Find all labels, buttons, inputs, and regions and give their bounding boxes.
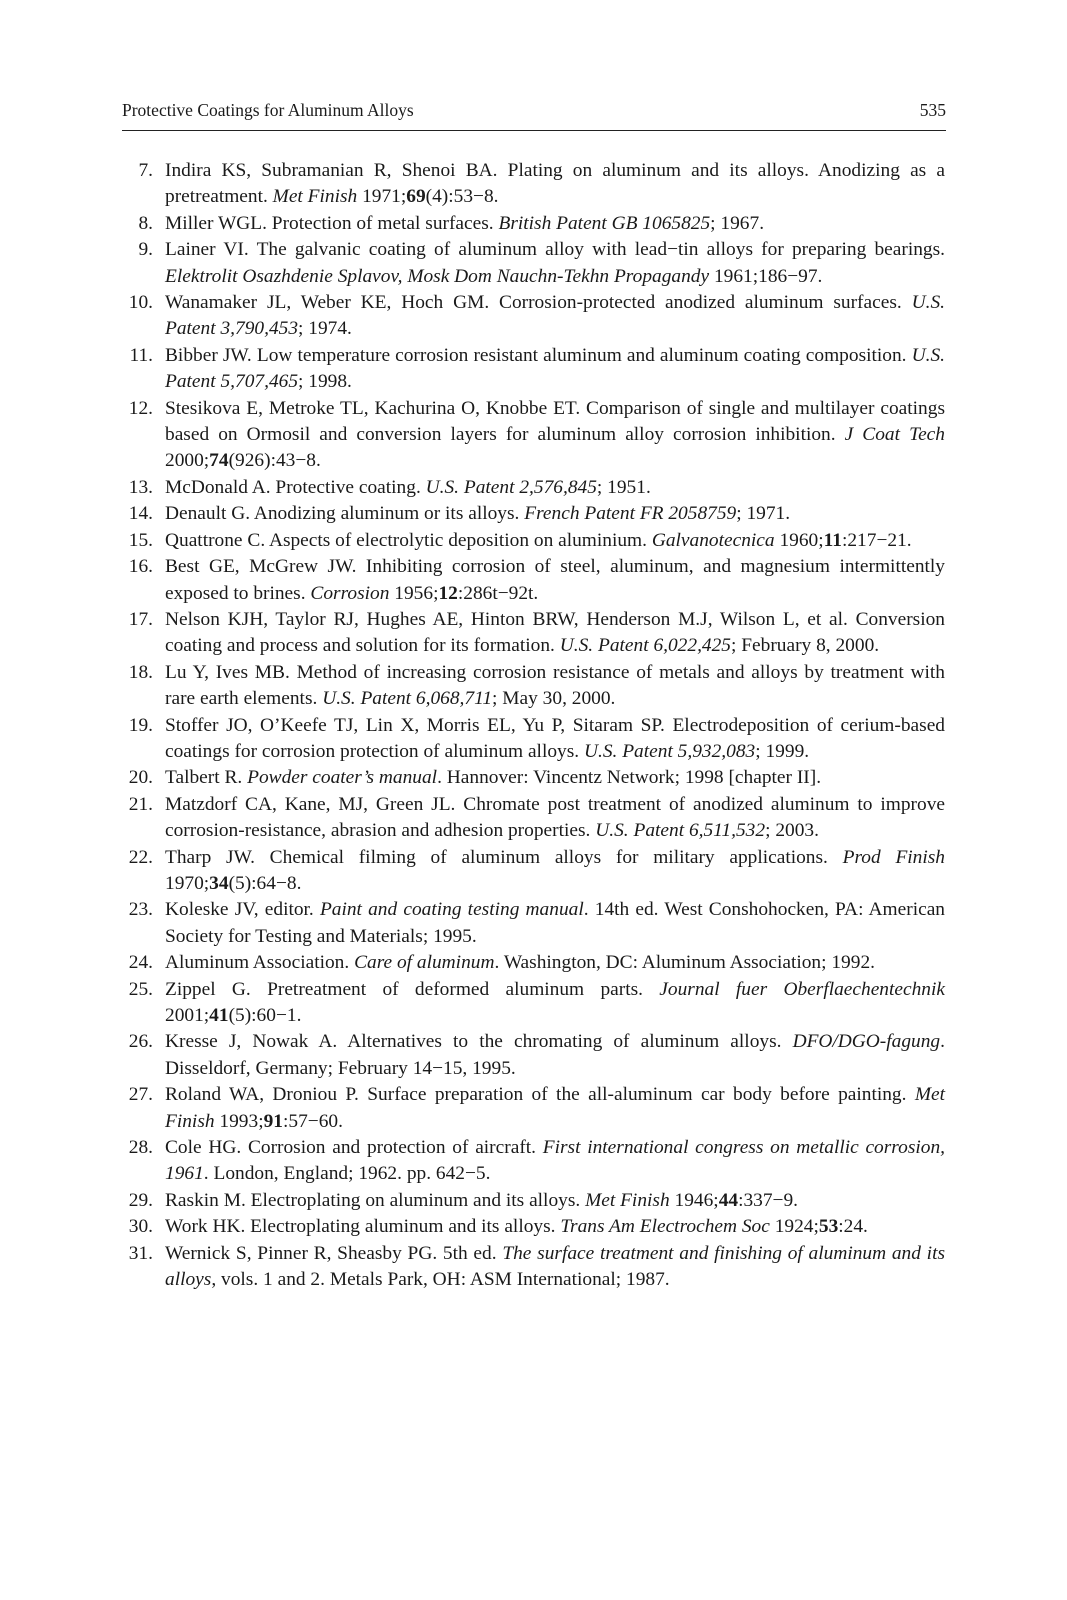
reference-italic-segment: J Coat Tech <box>844 424 945 446</box>
reference-segment: Kresse J, Nowak A. Alternatives to the chromating of aluminum alloys. <box>165 1031 793 1053</box>
reference-segment: Denault G. Anodizing aluminum or its alloys. <box>165 503 525 525</box>
reference-text <box>165 237 945 290</box>
reference-italic-segment: U.S. Patent 5,932,083 <box>583 740 756 762</box>
reference-segment: . Disseldorf, Germany; February 14−15, 1995. <box>165 1031 945 1079</box>
reference-number: 21. <box>128 793 153 815</box>
reference-item <box>0 897 1067 950</box>
reference-item <box>0 1241 1067 1294</box>
reference-segment: 1960; <box>774 529 824 551</box>
reference-italic-segment: Trans Am Electrochem Soc <box>560 1216 770 1238</box>
running-title: Protective Coatings for Aluminum Alloys <box>122 100 414 120</box>
reference-number: 9. <box>138 239 153 261</box>
reference-segment: ; 1999. <box>755 740 810 762</box>
reference-segment: :286t−92t. <box>457 582 539 604</box>
reference-segment: ; 2003. <box>765 820 819 842</box>
reference-item <box>0 950 1067 976</box>
reference-text <box>165 1082 945 1135</box>
reference-item <box>0 845 1067 898</box>
reference-italic-segment: DFO/DGO-fagung <box>792 1031 941 1053</box>
reference-italic-segment: Met Finish <box>272 186 358 208</box>
reference-segment: Stoffer JO, O’Keefe TJ, Lin X, Morris EL, Yu P, Sitaram SP. Electrodeposition of cerium-based coatings for corrosion protection of aluminum alloys. <box>165 714 945 762</box>
reference-italic-segment: Elektrolit Osazhdenie Splavov, Mosk Dom Nauchn-Tekhn Propagandy <box>165 265 710 287</box>
reference-segment: ; 1974. <box>298 318 352 340</box>
reference-item <box>0 158 1067 211</box>
reference-italic-segment: Journal fuer Oberflaechentechnik <box>659 978 945 1000</box>
reference-volume: 74 <box>209 450 229 472</box>
reference-text <box>165 290 945 343</box>
reference-italic-segment: First international congress on metallic corrosion, 1961 <box>165 1137 945 1185</box>
reference-segment: Talbert R. <box>165 767 248 789</box>
reference-list <box>0 158 1067 1293</box>
reference-text <box>165 950 945 976</box>
header-rule <box>122 130 946 131</box>
reference-text <box>165 977 945 1030</box>
reference-item <box>0 792 1067 845</box>
reference-item <box>0 1135 1067 1188</box>
reference-segment: Best GE, McGrew JW. Inhibiting corrosion of steel, aluminum, and magnesium intermittently exposed to brines. <box>165 556 945 604</box>
reference-segment: ; May 30, 2000. <box>492 688 616 710</box>
reference-item <box>0 607 1067 660</box>
reference-text <box>165 1135 945 1188</box>
reference-text <box>165 1029 945 1082</box>
reference-segment: 2000; <box>165 450 210 472</box>
reference-number: 30. <box>128 1216 153 1238</box>
reference-item <box>0 977 1067 1030</box>
reference-segment: 1970; <box>165 872 210 894</box>
reference-volume: 11 <box>823 529 842 551</box>
reference-italic-segment: Prod Finish <box>842 846 945 868</box>
reference-text <box>165 765 945 791</box>
reference-segment: Cole HG. Corrosion and protection of aircraft. <box>165 1137 543 1159</box>
reference-number: 29. <box>128 1189 153 1211</box>
reference-segment: Miller WGL. Protection of metal surfaces. <box>165 212 499 234</box>
reference-segment: Tharp JW. Chemical filming of aluminum alloys for military applications. <box>165 846 843 868</box>
reference-number: 19. <box>128 714 153 736</box>
reference-number: 16. <box>128 556 153 578</box>
reference-segment: ; 1967. <box>710 212 765 234</box>
reference-item <box>0 528 1067 554</box>
reference-item <box>0 237 1067 290</box>
reference-italic-segment: French Patent FR 2058759 <box>524 503 737 525</box>
reference-number: 12. <box>128 397 153 419</box>
reference-italic-segment: Galvanotecnica <box>651 529 775 551</box>
reference-number: 23. <box>128 899 153 921</box>
reference-text <box>165 396 945 475</box>
reference-number: 31. <box>128 1242 153 1264</box>
reference-italic-segment: Paint and coating testing manual <box>319 899 584 921</box>
reference-volume: 91 <box>263 1110 283 1132</box>
reference-segment: :217−21. <box>841 529 912 551</box>
reference-italic-segment: U.S. Patent 6,022,425 <box>559 635 732 657</box>
page-number: 535 <box>919 100 946 120</box>
reference-segment: Bibber JW. Low temperature corrosion resistant aluminum and aluminum coating composition. <box>165 344 912 366</box>
reference-italic-segment: Powder coater’s manual <box>247 767 438 789</box>
running-header <box>122 98 946 122</box>
reference-number: 15. <box>128 529 153 551</box>
reference-segment: ; 1998. <box>298 371 352 393</box>
reference-text <box>165 660 945 713</box>
reference-item <box>0 211 1067 237</box>
reference-text <box>165 792 945 845</box>
reference-volume: 41 <box>209 1005 229 1026</box>
reference-volume: 53 <box>818 1216 839 1238</box>
reference-number: 14. <box>128 503 153 525</box>
reference-segment: Indira KS, Subramanian R, Shenoi BA. Plating on aluminum and its alloys. Anodizing as a pretreatment. <box>165 160 945 208</box>
reference-text <box>165 475 945 501</box>
reference-segment: Wanamaker JL, Weber KE, Hoch GM. Corrosion-protected anodized aluminum surfaces. <box>165 292 912 314</box>
reference-text <box>165 713 945 766</box>
reference-segment: . Washington, DC: Aluminum Association; 1992. <box>494 952 875 974</box>
reference-segment: . London, England; 1962. pp. 642−5. <box>203 1163 491 1185</box>
reference-item <box>0 554 1067 607</box>
reference-segment: (5):64−8. <box>228 872 302 894</box>
reference-segment: Aluminum Association. <box>165 952 355 974</box>
reference-number: 22. <box>128 846 153 868</box>
reference-item <box>0 1082 1067 1135</box>
reference-segment: ; 1951. <box>596 476 651 498</box>
reference-segment: Quattrone C. Aspects of electrolytic deposition on aluminium. <box>165 529 652 551</box>
reference-item <box>0 290 1067 343</box>
reference-segment: (4):53−8. <box>425 186 499 208</box>
reference-segment: 2001; <box>165 1005 210 1026</box>
reference-volume: 69 <box>406 186 426 208</box>
reference-segment: 1993; <box>214 1110 264 1132</box>
reference-segment: 1924; <box>769 1216 819 1238</box>
reference-number: 25. <box>128 978 153 1000</box>
reference-item <box>0 396 1067 475</box>
reference-item <box>0 1029 1067 1082</box>
reference-segment: ; 1971. <box>736 503 791 525</box>
reference-text <box>165 158 945 211</box>
reference-segment: Lu Y, Ives MB. Method of increasing corrosion resistance of metals and alloys by treatment with rare earth elements. <box>165 661 945 710</box>
reference-segment: 1971; <box>357 186 407 208</box>
reference-italic-segment: U.S. Patent 6,068,711 <box>322 688 493 710</box>
reference-item <box>0 501 1067 527</box>
reference-number: 28. <box>128 1137 153 1159</box>
reference-segment: , vols. 1 and 2. Metals Park, OH: ASM International; 1987. <box>211 1269 670 1291</box>
reference-italic-segment: Corrosion <box>310 582 390 604</box>
reference-item <box>0 660 1067 713</box>
reference-segment: Roland WA, Droniou P. Surface preparation of the all-aluminum car body before painting. <box>165 1084 915 1106</box>
reference-segment: :57−60. <box>282 1110 343 1132</box>
reference-segment: :24. <box>838 1216 868 1238</box>
reference-item <box>0 1214 1067 1240</box>
reference-segment: Koleske JV, editor. <box>165 899 320 921</box>
reference-italic-segment: Care of aluminum <box>354 952 495 974</box>
reference-text <box>165 1214 945 1240</box>
reference-segment: (5):60−1. <box>228 1005 302 1026</box>
reference-text <box>165 845 945 898</box>
reference-segment: Stesikova E, Metroke TL, Kachurina O, Knobbe ET. Comparison of single and multilayer coatings based on Ormosil and conversion layers for aluminum alloy corrosion inhibition. <box>165 397 945 446</box>
reference-segment: Raskin M. Electroplating on aluminum and its alloys. <box>165 1189 586 1211</box>
reference-segment: 1946; <box>669 1189 719 1211</box>
reference-text <box>165 607 945 660</box>
reference-volume: 12 <box>438 582 458 604</box>
reference-italic-segment: British Patent GB 1065825 <box>498 212 711 234</box>
reference-text <box>165 501 945 527</box>
reference-item <box>0 343 1067 396</box>
reference-text <box>165 1241 945 1294</box>
reference-italic-segment: U.S. Patent 3,790,453 <box>165 292 945 340</box>
reference-number: 13. <box>128 476 153 498</box>
reference-segment: Nelson KJH, Taylor RJ, Hughes AE, Hinton BRW, Henderson M.J, Wilson L, et al. Conversion coating and process and solution for its formation. <box>165 608 945 657</box>
reference-number: 26. <box>128 1031 153 1053</box>
reference-item <box>0 713 1067 766</box>
reference-segment: Matzdorf CA, Kane, MJ, Green JL. Chromate post treatment of anodized aluminum to improve corrosion-resistance, abrasion and adhesion properties. <box>165 793 945 842</box>
reference-text <box>165 897 945 950</box>
reference-text <box>165 554 945 607</box>
reference-italic-segment: Met Finish <box>165 1084 945 1132</box>
reference-segment: ; February 8, 2000. <box>731 635 880 657</box>
reference-segment: Wernick S, Pinner R, Sheasby PG. 5th ed. <box>165 1242 503 1264</box>
reference-number: 20. <box>128 767 153 789</box>
reference-italic-segment: The surface treatment and finishing of aluminum and its alloys <box>165 1242 945 1291</box>
reference-segment: . Hannover: Vincentz Network; 1998 [chapter II]. <box>437 767 822 789</box>
reference-item <box>0 475 1067 501</box>
reference-number: 24. <box>128 952 153 974</box>
reference-number: 11. <box>129 344 153 366</box>
reference-item <box>0 1188 1067 1214</box>
reference-italic-segment: U.S. Patent 5,707,465 <box>165 344 945 393</box>
reference-number: 7. <box>138 160 153 181</box>
reference-segment: Work HK. Electroplating aluminum and its alloys. <box>165 1216 561 1238</box>
reference-italic-segment: U.S. Patent 2,576,845 <box>425 476 597 498</box>
reference-volume: 44 <box>718 1189 739 1211</box>
reference-volume: 34 <box>209 872 229 894</box>
reference-segment: . 14th ed. West Conshohocken, PA: American Society for Testing and Materials; 1995. <box>165 899 945 947</box>
reference-text <box>165 528 945 554</box>
reference-segment: McDonald A. Protective coating. <box>165 476 426 498</box>
reference-italic-segment: U.S. Patent 6,511,532 <box>595 820 766 842</box>
reference-segment: Zippel G. Pretreatment of deformed aluminum parts. <box>165 978 660 1000</box>
reference-item <box>0 765 1067 791</box>
reference-segment: :337−9. <box>738 1189 799 1211</box>
reference-number: 27. <box>128 1084 153 1106</box>
reference-text <box>165 211 945 237</box>
reference-segment: (926):43−8. <box>228 450 321 472</box>
reference-segment: 1961;186−97. <box>709 265 823 287</box>
reference-segment: 1956; <box>389 582 439 604</box>
reference-number: 18. <box>128 661 153 683</box>
reference-segment: Lainer VI. The galvanic coating of aluminum alloy with lead−tin alloys for preparing bearings. <box>165 239 945 261</box>
reference-number: 17. <box>128 608 153 630</box>
reference-number: 8. <box>138 212 153 234</box>
reference-text <box>165 1188 945 1214</box>
reference-text <box>165 343 945 396</box>
reference-italic-segment: Met Finish <box>585 1189 670 1211</box>
reference-number: 10. <box>128 292 153 314</box>
